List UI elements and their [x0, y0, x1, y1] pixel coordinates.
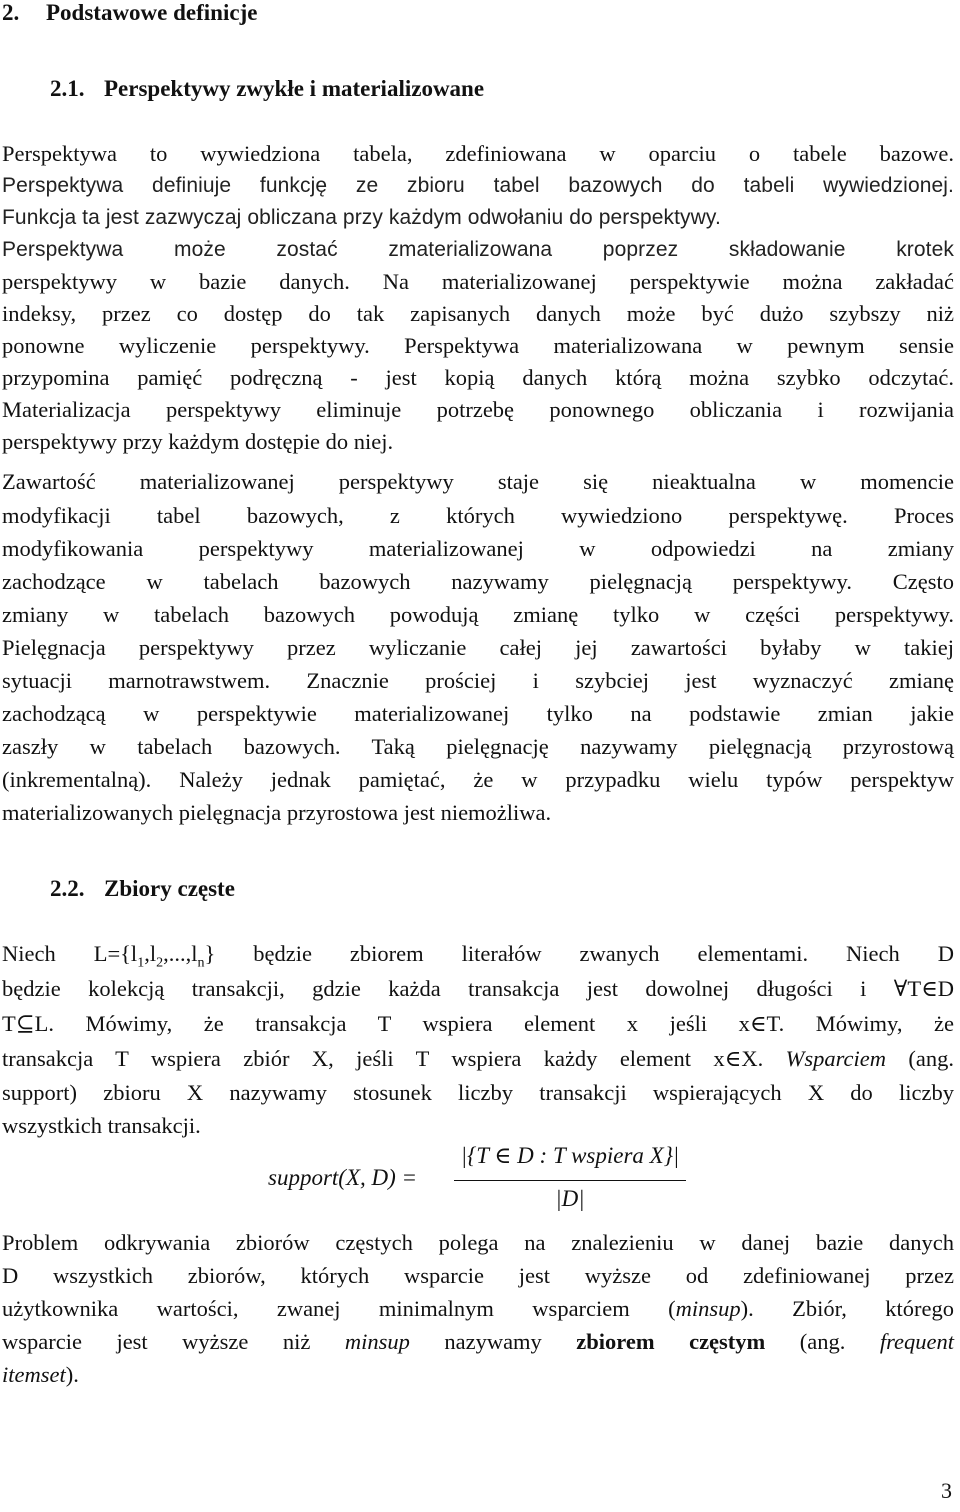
formula-lhs: support(X, D) = [268, 1165, 418, 1190]
text-line: indeksy, przez co dostęp do tak zapisanych danych może być dużo szybszy niż [2, 301, 954, 326]
text-run: (ang. [799, 1329, 846, 1354]
text-run: ,...,l [163, 941, 198, 966]
text-line: zachodzącą w perspektywie materializowanej tylko na podstawie zmian jakie [2, 701, 954, 726]
text-line: będzie kolekcją transakcji, gdzie każda transakcja jest dowolnej długości i ∀T∈D [2, 976, 954, 1001]
text-line: sytuacji marnotrawstwem. Znacznie prościej i szybciej jest wyznaczyć zmianę [2, 668, 954, 693]
emphasis: itemset [2, 1362, 66, 1387]
section-title: Perspektywy zwykłe i materializowane [104, 76, 485, 101]
text-run: Niech L={l [2, 941, 138, 966]
section-heading-2 [2, 0, 257, 26]
text-line [2, 1293, 954, 1325]
text-line: Zawartość materializowanej perspektywy staje się nieaktualna w momencie [2, 469, 954, 494]
text-line: T⊆L. Mówimy, że transakcja T wspiera element x jeśli x∈T. Mówimy, że [2, 1011, 954, 1036]
text-line: materializowanych pielęgnacja przyrostowa jest niemożliwa. [2, 800, 552, 825]
text-line [2, 1326, 954, 1358]
section-number: 2. [2, 0, 20, 25]
text-line: modyfikowania perspektywy materializowanej w odpowiedzi na zmiany [2, 536, 954, 561]
section-title: Podstawowe definicje [46, 0, 258, 25]
text-line: D wszystkich zbiorów, których wsparcie jest wyższe od zdefiniowanej przez [2, 1263, 954, 1288]
text-line: (inkrementalną). Należy jednak pamiętać, że w przypadku wielu typów perspektyw [2, 767, 954, 792]
text-line: Materializacja perspektywy eliminuje potrzebę ponownego obliczania i rozwijania [2, 397, 954, 422]
text-line: Perspektywa to wywiedziona tabela, zdefiniowana w oparciu o tabele bazowe. [2, 141, 954, 166]
section-number: 2.2. [50, 876, 85, 901]
text-line: Funkcja ta jest zazwyczaj obliczana przy każdym odwołaniu do perspektywy. [2, 206, 721, 229]
text-line [2, 1043, 954, 1075]
support-formula [268, 1138, 698, 1228]
text-line [2, 266, 954, 298]
text-line: Problem odkrywania zbiorów częstych polega na znalezieniu w danej bazie danych [2, 1230, 954, 1255]
text-line: zachodzące w tabelach bazowych nazywamy pielęgnacją perspektywy. Często [2, 569, 954, 594]
text-run: transakcja T wspiera zbiór X, jeśli T wspiera każdy element x∈X. [2, 1046, 764, 1071]
text-line: przypomina pamięć podręczną - jest kopią danych którą można szybko odczytać. [2, 365, 954, 390]
text-line: Perspektywa może zostać zmaterializowana poprzez składowanie krotek [2, 238, 954, 261]
text-line: modyfikacji tabel bazowych, z których wywiedziono perspektywę. Proces [2, 503, 954, 528]
text-run: } będzie zbiorem literałów zwanych elementami. Niech D [204, 941, 954, 966]
text-run: ,l [144, 941, 157, 966]
subscript: 1 [137, 955, 145, 971]
section-heading-2-2 [50, 876, 235, 902]
page-number: 3 [941, 1478, 952, 1503]
section-number: 2.1. [50, 76, 85, 101]
formula-fraction [454, 1138, 686, 1228]
text-run: użytkownika wartości, zwanej minimalnym wsparciem ( [2, 1296, 676, 1321]
emphasis: minsup [675, 1296, 741, 1321]
text-run: ). Zbiór, którego [740, 1296, 954, 1321]
text-line: support) zbioru X nazywamy stosunek liczby transakcji wspierających X do liczby [2, 1080, 954, 1105]
section-title: Zbiory częste [104, 876, 235, 901]
emphasis: minsup [344, 1329, 410, 1354]
text-run: nazywamy [444, 1329, 542, 1354]
text-line: zmiany w tabelach bazowych powodują zmianę tylko w części perspektywy. [2, 602, 954, 627]
emphasis: frequent [879, 1329, 955, 1354]
text-line: Perspektywa definiuje funkcję ze zbioru tabel bazowych do tabeli wywiedzionej. [2, 174, 954, 197]
fraction-bar [454, 1180, 686, 1181]
text-line: wszystkich transakcji. [2, 1113, 201, 1138]
text-line [2, 938, 954, 970]
subscript: n [197, 955, 205, 971]
text-line: perspektywy przy każdym dostępie do niej. [2, 429, 394, 454]
text-line [2, 330, 954, 362]
bold-term: zbiorem częstym [576, 1329, 766, 1354]
text-run: Na materializowanej perspektywie można zakładać [349, 269, 954, 294]
subscript: 2 [156, 955, 164, 971]
text-run: wsparcie jest wyższe niż [2, 1329, 311, 1354]
text-line: Pielęgnacja perspektywy przez wyliczanie całej jej zawartości byłaby w takiej [2, 635, 954, 660]
formula-denominator: |D| [555, 1186, 585, 1211]
text-run: ). [65, 1362, 79, 1387]
section-heading-2-1 [50, 76, 484, 102]
text-line [2, 1359, 954, 1391]
text-run: Perspektywa materializowana w pewnym sensie [369, 333, 954, 358]
text-run: perspektywy w bazie danych. [2, 269, 350, 294]
emphasis: Wsparciem [785, 1046, 886, 1071]
text-line: zaszły w tabelach bazowych. Taką pielęgnację nazywamy pielęgnacją przyrostową [2, 734, 954, 759]
formula-numerator: |{T ∈ D : T wspiera X}| [460, 1143, 680, 1168]
text-run: (ang. [908, 1046, 954, 1071]
text-run: ponowne wyliczenie perspektywy. [2, 333, 370, 358]
